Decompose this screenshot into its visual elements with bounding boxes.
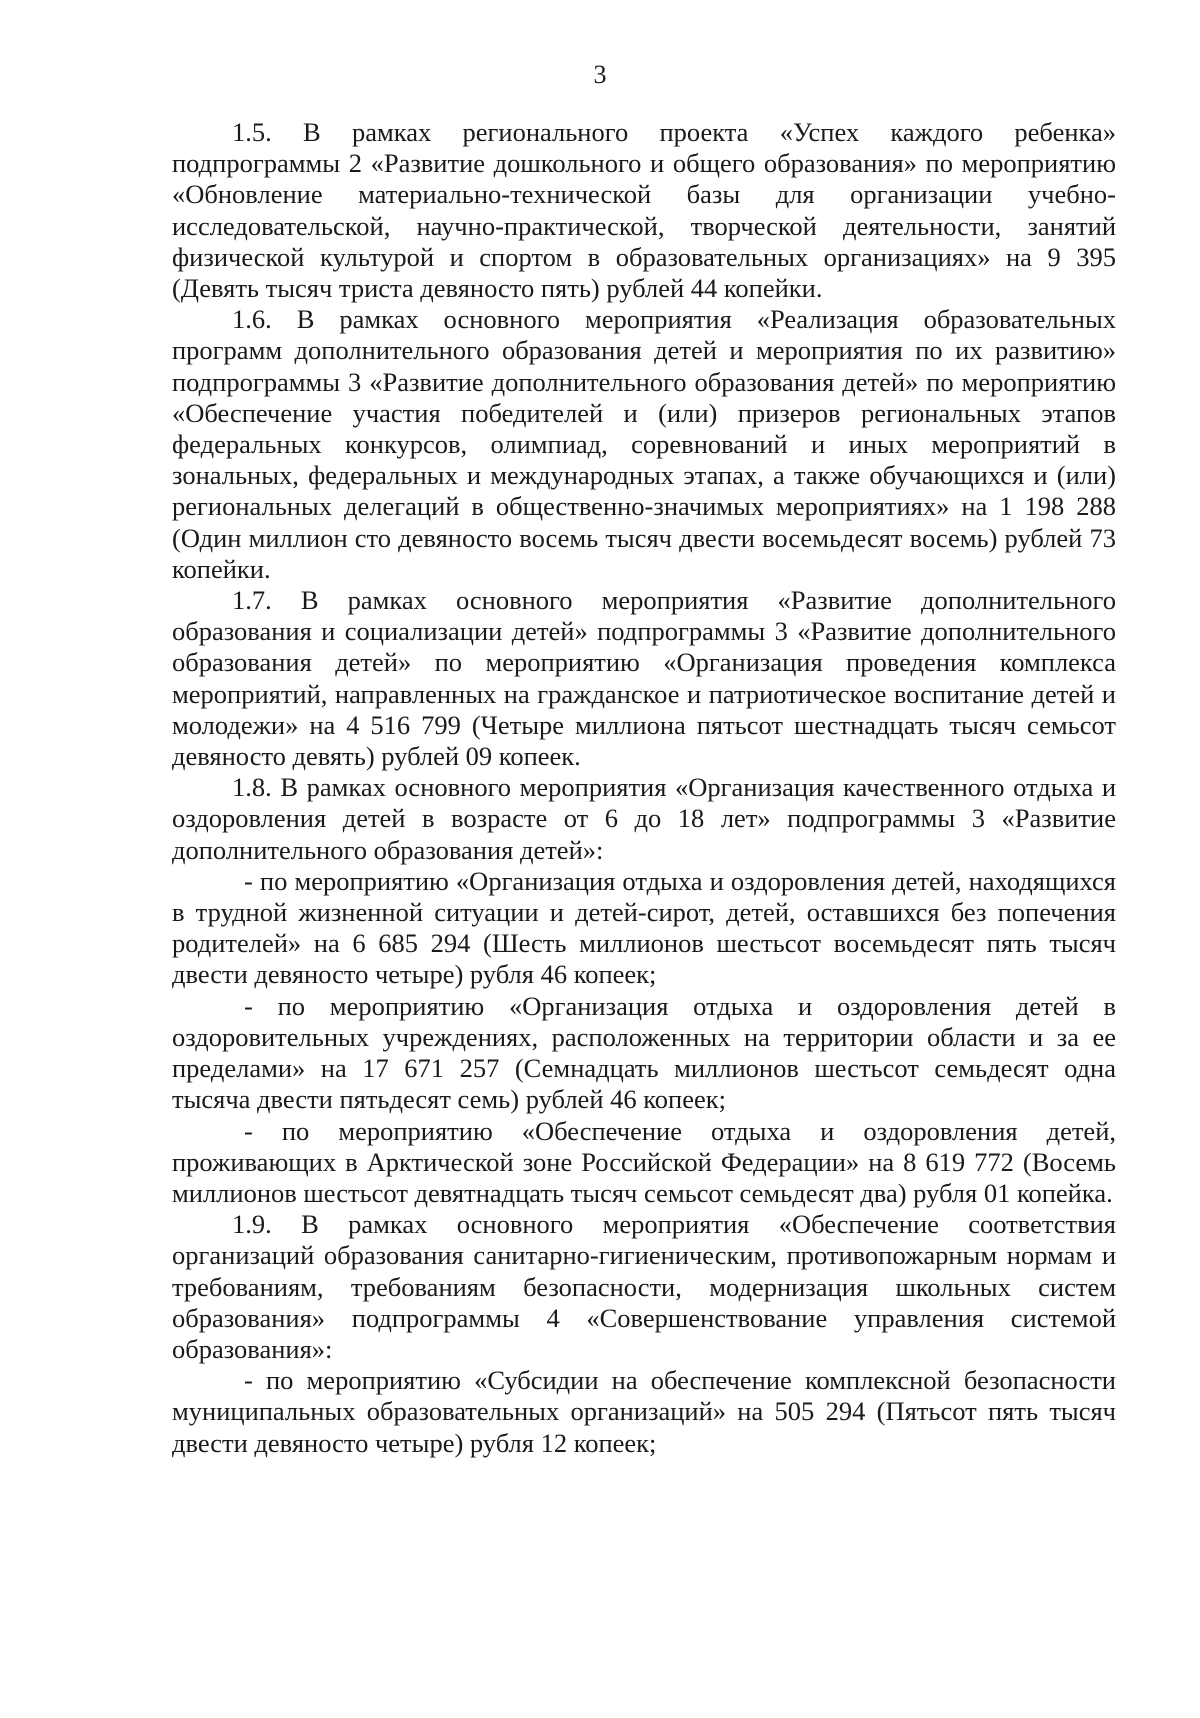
document-body xyxy=(172,117,1116,1459)
list-item-arctic-zone: - по мероприятию «Обеспечение отдыха и оздоровления детей, проживающих в Арктической зоне Российской Федерации» на 8 619 772 (Восемь миллионов шестьсот девятнадцать тысяч семьсот семьдесят два) рубля 01 копейка. xyxy=(172,1115,1116,1208)
paragraph-1-5: 1.5. В рамках регионального проекта «Успех каждого ребенка» подпрограммы 2 «Развитие дошкольного и общего образования» по мероприятию «Обновление материально-технической базы для организации учебно-исследовательской, научно-практической, творческой деятельности, занятий физической культурой и спортом в образовательных организациях» на 9 395 (Девять тысяч триста девяносто пять) рублей 44 копейки. xyxy=(172,117,1116,304)
list-item-complex-safety: - по мероприятию «Субсидии на обеспечение комплексной безопасности муниципальных образовательных организаций» на 505 294 (Пятьсот пять тысяч двести девяносто четыре) рубля 12 копеек; xyxy=(172,1365,1116,1458)
paragraph-1-8: 1.8. В рамках основного мероприятия «Организация качественного отдыха и оздоровления детей в возрасте от 6 до 18 лет» подпрограммы 3 «Развитие дополнительного образования детей»: xyxy=(172,772,1116,865)
list-item-health-institutions: - по мероприятию «Организация отдыха и оздоровления детей в оздоровительных учреждениях, расположенных на территории области и за ее пределами» на 17 671 257 (Семнадцать миллионов шестьсот семьдесят одна тысяча двести пятьдесят семь) рублей 46 копеек; xyxy=(172,990,1116,1115)
paragraph-1-7: 1.7. В рамках основного мероприятия «Развитие дополнительного образования и социализации детей» подпрограммы 3 «Развитие дополнительного образования детей» по мероприятию «Организация проведения комплекса мероприятий, направленных на гражданское и патриотическое воспитание детей и молодежи» на 4 516 799 (Четыре миллиона пятьсот шестнадцать тысяч семьсот девяносто девять) рублей 09 копеек. xyxy=(172,585,1116,772)
page-number: 3 xyxy=(593,60,607,89)
paragraph-1-9: 1.9. В рамках основного мероприятия «Обеспечение соответствия организаций образования санитарно-гигиеническим, противопожарным нормам и требованиям, требованиям безопасности, модернизация школьных систем образования» подпрограммы 4 «Совершенствование управления системой образования»: xyxy=(172,1209,1116,1364)
list-item-children-difficult-situation: - по мероприятию «Организация отдыха и оздоровления детей, находящихся в трудной жизненной ситуации и детей-сирот, детей, оставшихся без попечения родителей» на 6 685 294 (Шесть миллионов шестьсот восемьдесят пять тысяч двести девяносто четыре) рубля 46 копеек; xyxy=(172,865,1116,990)
paragraph-1-6: 1.6. В рамках основного мероприятия «Реализация образовательных программ дополнительного образования детей и мероприятия по их развитию» подпрограммы 3 «Развитие дополнительного образования детей» по мероприятию «Обеспечение участия победителей и (или) призеров региональных этапов федеральных конкурсов, олимпиад, соревнований и иных мероприятий в зональных, федеральных и международных этапах, а также обучающихся и (или) региональных делегаций в общественно-значимых мероприятиях» на 1 198 288 (Один миллион сто девяносто восемь тысяч двести восемьдесят восемь) рублей 73 копейки. xyxy=(172,304,1116,584)
